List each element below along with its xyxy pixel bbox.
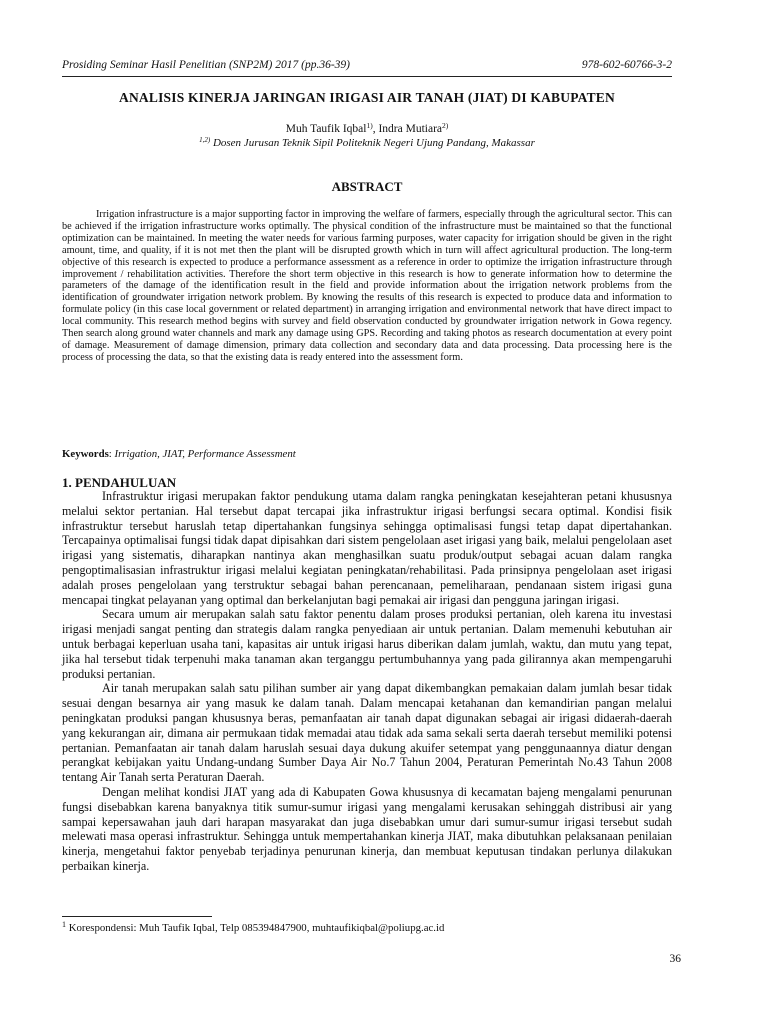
keywords-line [62, 448, 672, 460]
running-header [62, 58, 672, 72]
footnote-marker: 1 [62, 920, 66, 929]
affiliation-line [62, 136, 672, 149]
footnote-rule [62, 916, 212, 917]
author-superscript: 1) [366, 121, 373, 130]
section-heading: 1. PENDAHULUAN [62, 475, 177, 490]
page-number: 36 [669, 953, 681, 965]
abstract-body: Irrigation infrastructure is a major supporting factor in improving the welfare of farmers, especially through the agricultural sector. This can be achieved if the irrigation infrastructure works optimally. The physical condition of the infrastructure must be maintained so that the functional optimization can be maintained. In meeting the water needs for various farming purposes, water capacity for irrigation should be given in the right amount, time, and quality, if it is not met then the plant will be disrupted growth which in turn will affect agricultural production. The long-term objective of this research is expected to produce a performance assessment as a reference in order to optimize the irrigation infrastructure through improvement / rehabilitation activities. Therefore the short term objective in this research is how to generate information how to determine the parameters of the damage of the identification result in the field and provide information about the irrigation network problems from the identification of groundwater irrigation network problem. By knowing the results of this research is expected to produce data and information to formulate policy (in this case local government or related department) in arranging irrigation and environmental network that have direct impact to local community. This research method begins with survey and field observation conducted by groundwater irrigation network in Gowa regency. Then search along ground water channels and mark any damage using GPS. Recording and taking photos as research documentation at every point of damage. Measurement of damage dimension, primary data collection and secondary data and data processing. Data processing here is the process of processing the data, so that the existing data is ready entered into the assessment form. [62, 209, 672, 363]
header-proceedings-title: Prosiding Seminar Hasil Penelitian (SNP2M) 2017 (pp.36-39) [62, 59, 350, 71]
affiliation-superscript: 1,2) [199, 136, 211, 144]
section-body [62, 489, 672, 874]
keywords-label: Keywords [62, 448, 109, 460]
author-superscript: 2) [442, 121, 449, 130]
body-paragraph: Secara umum air merupakan salah satu faktor penentu dalam proses produksi pertanian, oleh karena itu investasi irigasi menjadi sangat penting dan strategis dalam rangka penyediaan air untuk pertanian. Dalam memenuhi kebutuhan air untuk berbagai keperluan usaha tani, kapasitas air untuk irigasi harus diberikan dalam jumlah, waktu, dan mutu yang tepat, jika hal tersebut tidak terpenuhi maka tanaman akan terganggu pertumbuhannya yang pada gilirannya akan mempengaruhi produksi pertanian. [62, 607, 672, 681]
keywords-list: Irrigation, JIAT, Performance Assessment [114, 448, 296, 460]
footnote [62, 920, 672, 934]
body-paragraph: Air tanah merupakan salah satu pilihan sumber air yang dapat dikembangkan pemakaian dalam jumlah besar tidak sesuai dengan besarnya air yang masuk ke dalam tanah. Dalam mencapai ketahanan dan kemandirian pangan melalui peningkatan produksi pangan khususnya beras, pemanfaatan air tanah dapat digunakan sebagai air irigasi didaerah-daerah yang kekurangan air, dimana air permukaan tidak memadai atau tidak ada sama sekali serta daerah tersebut memiliki potensi pertanian. Pemanfaatan air tanah dalam haruslah sesuai daya dukung akuifer setempat yang penggunaannya diatur dengan perangkat kebijakan yaitu Undang-undang Sumber Daya Air No.7 Tahun 2004, Peraturan Pemerintah No.43 Tahun 2008 tentang Air Tanah serta Peraturan Daerah. [62, 681, 672, 785]
header-isbn: 978-602-60766-3-2 [581, 59, 672, 71]
header-rule [62, 76, 672, 77]
abstract-heading: ABSTRACT [331, 179, 403, 194]
footnote-text: Korespondensi: Muh Taufik Iqbal, Telp 085394847900, muhtaufikiqbal@poliupg.ac.id [66, 922, 445, 934]
author-name: Muh Taufik Iqbal [285, 123, 367, 135]
author-line [62, 121, 672, 135]
author-separator: , [372, 123, 379, 135]
author-name: Indra Mutiara [378, 123, 443, 135]
paper-title: ANALISIS KINERJA JARINGAN IRIGASI AIR TANAH (JIAT) DI KABUPATEN [119, 90, 615, 105]
keywords-colon: : [108, 448, 115, 460]
body-paragraph: Dengan melihat kondisi JIAT yang ada di Kabupaten Gowa khususnya di kecamatan bajeng mengalami penurunan fungsi disebabkan karena banyaknya titik sumur-sumur irigasi yang mengalami kerusakan sehinggah distribusi air yang sampai kepersawahan jauh dari harapan masyarakat dan juga disebabkan umur dari sumur-sumur irigasi tersebut sudah melewati masa operasi infrastruktur. Sehingga untuk mempertahankan kinerja JIAT, maka dibutuhkan pelaksanaan penilaian kinerja, mengetahui faktor penyebab terjadinya penurunan kinerja, dan membuat keputusan tindakan perlunya dilakukan perbaikan kinerja. [62, 784, 672, 873]
affiliation-text: Dosen Jurusan Teknik Sipil Politeknik Negeri Ujung Pandang, Makassar [210, 137, 535, 149]
body-paragraph: Infrastruktur irigasi merupakan faktor pendukung utama dalam rangka peningkatan kesejahteran petani khususnya melalui sektor pertanian. Hal tersebut dapat tercapai jika infrastruktur irigasi berfungsi secara optimal. Kondisi fisik infrastruktur tersebut haruslah tetap dipertahankan fungsinya sehingga optimalisasi fungsi tetap dapat dipertahankan. Tercapainya optimalisai fungsi tidak dapat dipisahkan dari sistem pengelolaan aset irigasi yang baik, melalui pengelolaan aset irigasi yang sistematis, diharapkan nantinya akan menghasilkan suatu produk/output sebagai acuan dalam rangka pengoptimalisasian infrastruktur irigasi melalui kegiatan peningkatan/rehabilitasi. Pada prinsipnya pengelolaan aset irigasi adalah proses pengelolaan yang terstruktur sebagai bahan perencanaan, pemeliharaan, pendanaan sistem irigasi guna mencapai tingkat pelayanan yang optimal dan berkelanjutan bagi pemakai air irigasi dan pengguna jaringan irigasi. [62, 489, 672, 607]
